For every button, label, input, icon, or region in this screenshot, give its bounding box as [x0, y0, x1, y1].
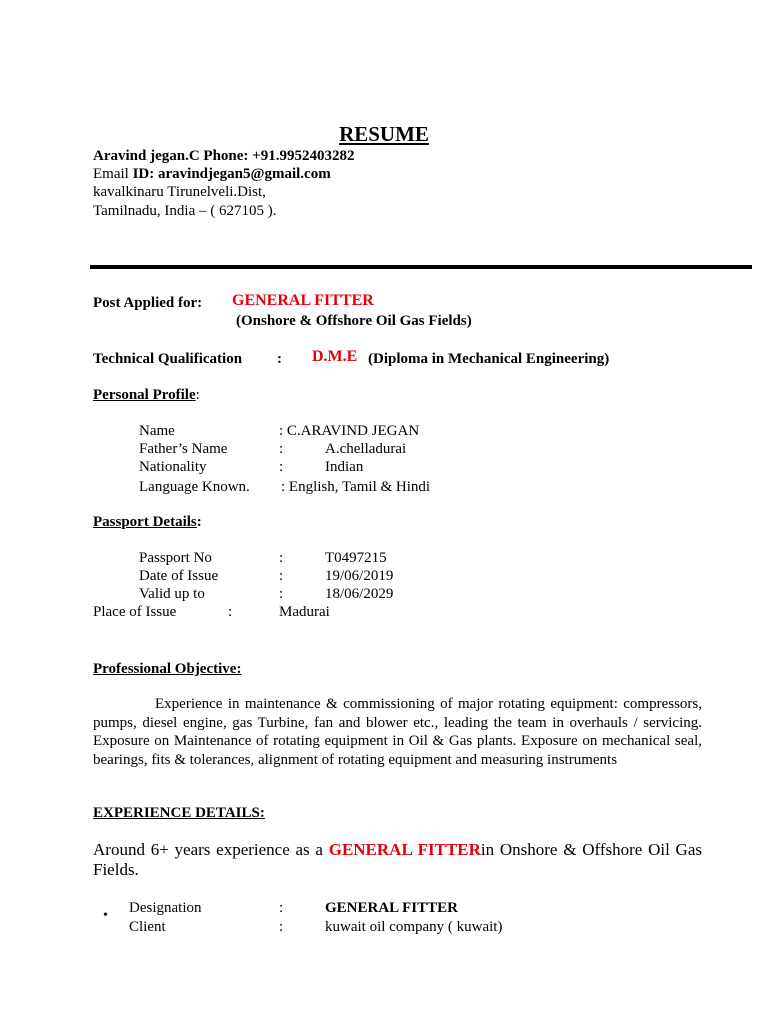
- experience-colon: :: [279, 919, 284, 935]
- passport-value: T0497215: [325, 550, 387, 566]
- header-divider: [90, 265, 752, 269]
- passport-label: Date of Issue: [139, 568, 219, 584]
- post-sub: (Onshore & Offshore Oil Gas Fields): [236, 313, 472, 329]
- profile-label: Nationality: [139, 459, 207, 475]
- experience-label: Client: [129, 919, 166, 935]
- personal-heading-text: Personal Profile: [93, 387, 196, 403]
- objective-heading: Professional Objective:: [93, 661, 242, 677]
- experience-heading: EXPERIENCE DETAILS:: [93, 805, 265, 821]
- experience-intro-pre: Around 6+ years experience as a: [93, 840, 329, 859]
- place-of-issue-label: Place of Issue: [93, 604, 177, 620]
- post-label: Post Applied for:: [93, 295, 203, 311]
- passport-heading-colon: :: [196, 514, 202, 530]
- profile-value: A.chelladurai: [325, 441, 407, 457]
- experience-label: Designation: [129, 900, 202, 916]
- objective-text: Experience in maintenance & commissioning of major rotating equipment: compressors, pumps, diesel engine, gas Turbine, fan and blower etc., leading the team in overhauls / servicing. Exposure on Maintenance of rotating equipment in Oil & Gas plants. Exposure on mechanical seal, bearings, fits & tolerances, alignment of rotating equipment and measuring instruments: [93, 696, 702, 768]
- tech-value: D.M.E: [312, 348, 358, 365]
- passport-value: 18/06/2029: [325, 586, 394, 602]
- experience-colon: :: [279, 900, 284, 916]
- tech-colon: :: [277, 351, 282, 367]
- passport-label: Passport No: [139, 550, 212, 566]
- experience-intro-post: in Onshore & Offshore Oil Gas Fields.: [93, 840, 702, 879]
- passport-colon: :: [279, 550, 284, 566]
- address-line-2: Tamilnadu, India – ( 627105 ).: [93, 203, 277, 219]
- place-of-issue-value: Madurai: [279, 604, 330, 620]
- passport-colon: :: [279, 568, 284, 584]
- passport-heading-text: Passport Details: [93, 514, 197, 530]
- experience-value: kuwait oil company ( kuwait): [325, 919, 503, 935]
- profile-colon: :: [279, 459, 284, 475]
- passport-colon: :: [279, 586, 284, 602]
- email-line: [93, 165, 331, 183]
- profile-label: Father’s Name: [139, 441, 228, 457]
- passport-heading: [93, 513, 202, 531]
- email-label: Email: [93, 166, 133, 182]
- personal-heading: [93, 386, 200, 404]
- personal-heading-colon: :: [195, 387, 200, 403]
- profile-colon: :: [279, 441, 284, 457]
- name-phone: Aravind jegan.C Phone: +91.9952403282: [93, 148, 355, 164]
- passport-label: Valid up to: [139, 586, 205, 602]
- passport-value: 19/06/2019: [325, 568, 394, 584]
- profile-label: Language Known.: [139, 479, 250, 495]
- experience-intro-highlight: GENERAL FITTER: [328, 840, 481, 859]
- email-address: ID: aravindjegan5@gmail.com: [132, 166, 331, 182]
- post-value: GENERAL FITTER: [232, 292, 374, 309]
- tech-desc: (Diploma in Mechanical Engineering): [368, 351, 610, 367]
- profile-value: : C.ARAVIND JEGAN: [279, 423, 420, 439]
- bullet-icon: •: [103, 908, 108, 923]
- profile-label: Name: [139, 423, 175, 439]
- profile-value: : English, Tamil & Hindi: [281, 479, 431, 495]
- profile-value: Indian: [325, 459, 364, 475]
- experience-value: GENERAL FITTER: [325, 900, 458, 916]
- experience-intro: [93, 840, 702, 880]
- place-of-issue-colon: :: [228, 604, 233, 620]
- tech-label: Technical Qualification: [93, 351, 243, 367]
- resume-title: RESUME: [339, 122, 429, 146]
- address-line-1: kavalkinaru Tirunelveli.Dist,: [93, 184, 266, 200]
